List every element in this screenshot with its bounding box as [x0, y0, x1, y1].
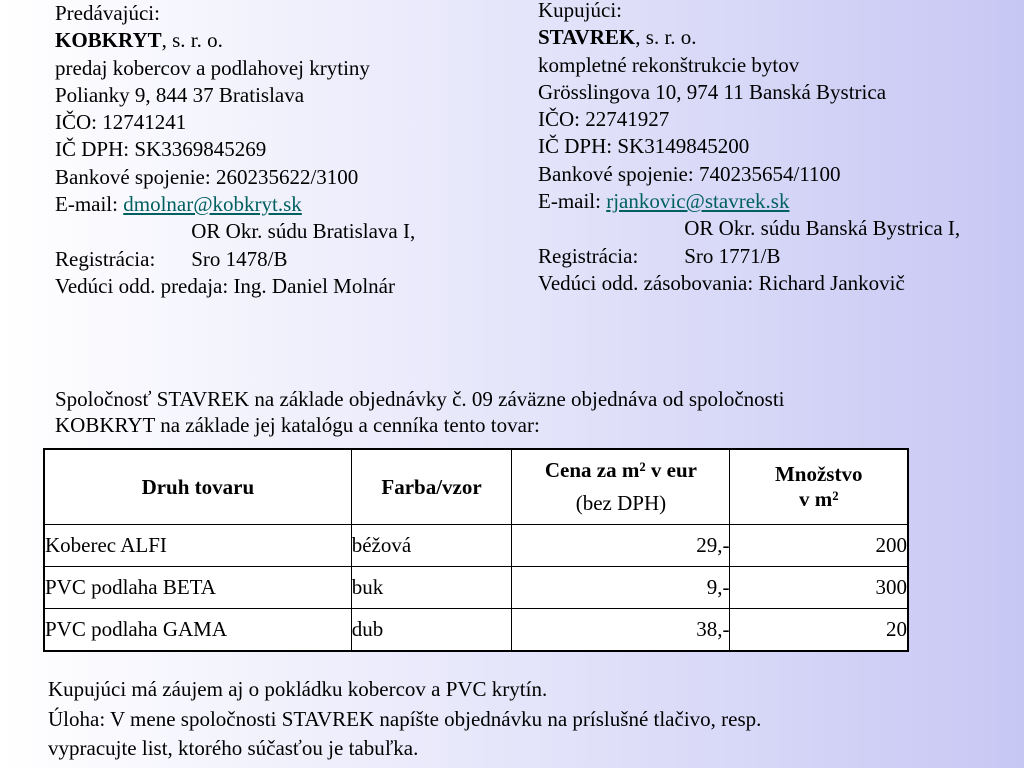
buyer-reg-line1: OR Okr. súdu Banská Bystrica I,: [684, 216, 961, 241]
buyer-email-row: [538, 188, 960, 215]
seller-reg-line2: Sro 1478/B: [191, 246, 288, 271]
seller-info: [55, 0, 415, 300]
header-quantity-line1: Množstvo: [774, 462, 863, 486]
header-price: [512, 449, 730, 525]
cell-quantity: 200: [730, 525, 908, 567]
seller-reg-value: [191, 218, 415, 273]
header-price-label: Cena za m² v eur: [544, 458, 697, 482]
header-price-note: (bez DPH): [575, 491, 667, 515]
cell-price: 29,-: [512, 525, 730, 567]
seller-registration: [55, 218, 415, 273]
buyer-activity: kompletné rekonštrukcie bytov: [538, 52, 800, 77]
intro-line-2: KOBKRYT na základe jej katalógu a cenníka tento tovar:: [55, 412, 540, 437]
cell-color: buk: [351, 567, 512, 609]
cell-goods-name: PVC podlaha GAMA: [44, 609, 351, 652]
buyer-info: [538, 0, 960, 297]
cell-goods-name: Koberec ALFI: [44, 525, 351, 567]
buyer-ico: IČO: 22741927: [538, 107, 670, 132]
table-row: [44, 525, 908, 567]
buyer-reg-value: [684, 215, 960, 270]
buyer-reg-label: Registrácia:: [538, 243, 639, 268]
header-quantity: [730, 449, 908, 525]
header-color: Farba/vzor: [351, 449, 512, 525]
seller-email-label: E-mail:: [55, 192, 124, 217]
seller-activity: predaj kobercov a podlahovej krytiny: [55, 55, 370, 80]
seller-ico: IČO: 12741241: [55, 110, 187, 135]
intro-paragraph: [55, 387, 784, 438]
seller-email-link[interactable]: dmolnar@kobkryt.sk: [123, 192, 302, 217]
buyer-email-link[interactable]: rjankovic@stavrek.sk: [606, 189, 790, 214]
seller-reg-label: Registrácia:: [55, 246, 156, 271]
seller-reg-line1: OR Okr. súdu Bratislava I,: [191, 219, 416, 244]
buyer-reg-line2: Sro 1771/B: [684, 243, 781, 268]
task-paragraph: [48, 675, 761, 764]
seller-ic-dph: IČ DPH: SK3369845269: [55, 137, 267, 162]
outro-line-3: vypracujte list, ktorého súčasťou je tabuľka.: [48, 736, 419, 760]
header-goods-type: Druh tovaru: [44, 449, 351, 525]
buyer-company: [538, 24, 960, 51]
cell-quantity: 20: [730, 609, 908, 652]
outro-line-1: Kupujúci má záujem aj o pokládku kobercov a PVC krytín.: [48, 677, 548, 701]
seller-address: Polianky 9, 844 37 Bratislava: [55, 82, 305, 107]
outro-line-2: Úloha: V mene spoločnosti STAVREK napíšte objednávku na príslušné tlačivo, resp.: [48, 706, 762, 731]
table-header-row: [44, 449, 908, 525]
seller-company-name: KOBKRYT: [55, 28, 162, 53]
seller-bank: Bankové spojenie: 260235622/3100: [55, 164, 359, 189]
seller-email-row: [55, 191, 415, 218]
table-row: [44, 609, 908, 652]
buyer-heading: Kupujúci:: [538, 0, 622, 22]
seller-heading: Predávajúci:: [55, 1, 160, 25]
cell-goods-name: PVC podlaha BETA: [44, 567, 351, 609]
seller-company: [55, 27, 415, 54]
buyer-bank: Bankové spojenie: 740235654/1100: [538, 161, 841, 186]
goods-table: [43, 448, 909, 652]
cell-color: dub: [351, 609, 512, 652]
cell-quantity: 300: [730, 567, 908, 609]
seller-manager: Vedúci odd. predaja: Ing. Daniel Molnár: [55, 273, 395, 298]
seller-company-suffix: , s. r. o.: [161, 28, 223, 53]
table-row: [44, 567, 908, 609]
intro-line-1: Spoločnosť STAVREK na základe objednávky č. 09 záväzne objednáva od spoločnosti: [55, 387, 785, 411]
cell-price: 38,-: [512, 609, 730, 652]
buyer-email-label: E-mail:: [538, 189, 607, 214]
buyer-manager: Vedúci odd. zásobovania: Richard Jankovič: [538, 270, 905, 295]
buyer-address: Grösslingova 10, 974 11 Banská Bystrica: [538, 79, 887, 104]
cell-color: béžová: [351, 525, 512, 567]
buyer-company-name: STAVREK: [538, 25, 636, 50]
cell-price: 9,-: [512, 567, 730, 609]
buyer-company-suffix: , s. r. o.: [635, 25, 697, 50]
buyer-ic-dph: IČ DPH: SK3149845200: [538, 134, 750, 159]
header-quantity-line2: v m²: [798, 487, 839, 511]
buyer-registration: [538, 215, 960, 270]
